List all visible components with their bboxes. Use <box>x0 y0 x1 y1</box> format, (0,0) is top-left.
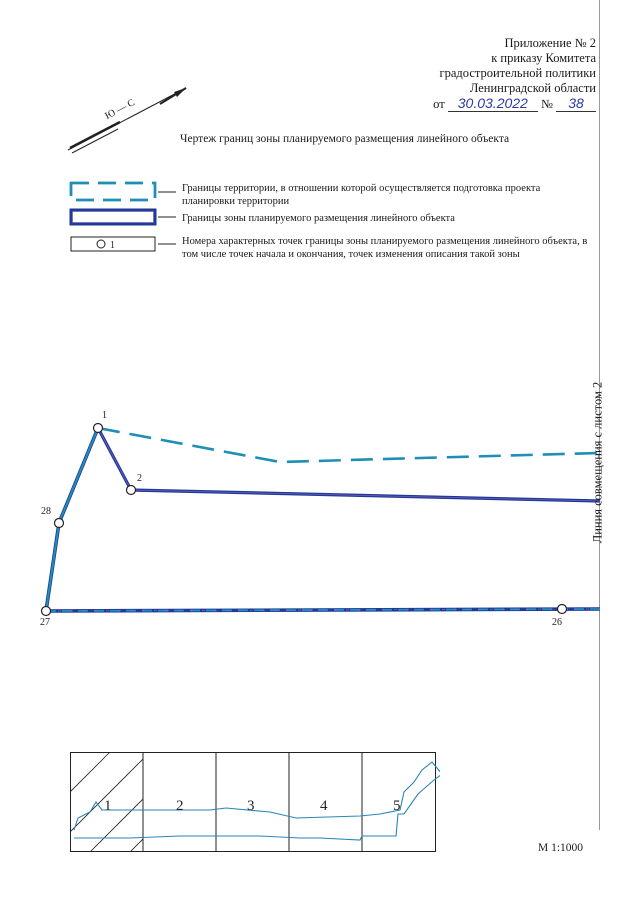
header-line-3: градостроительной политики <box>439 66 596 80</box>
zone-boundary-north <box>98 428 600 501</box>
boundary-point-26 <box>558 605 567 614</box>
compass-label: Ю — С <box>103 97 137 122</box>
point-label-1: 1 <box>102 410 107 421</box>
point-label-27: 27 <box>40 617 50 628</box>
legend-zone-text: Границы зоны планируемого размещения линейного объекта <box>182 213 455 224</box>
legend-point-circle <box>97 240 105 248</box>
point-label-2: 2 <box>137 473 142 484</box>
boundary-point-27 <box>42 607 51 616</box>
legend-points-text: Номера характерных точек границы зоны планируемого размещения линейного объекта, в том числе точек начала и окончания, точек изменения описания такой зоны <box>182 236 588 260</box>
sheet-label-2: 2 <box>176 798 184 814</box>
territory-boundary <box>98 428 600 462</box>
sheet-label-4: 4 <box>320 798 328 814</box>
boundary-point-1 <box>94 424 103 433</box>
boundary-point-2 <box>127 486 136 495</box>
header-line-2: к приказу Комитета <box>491 51 596 65</box>
sheet-label-1: 1 <box>104 798 112 814</box>
legend-point-number: 1 <box>110 240 115 251</box>
drawing-title: Чертеж границ зоны планируемого размещения линейного объекта <box>180 133 510 145</box>
point-label-28: 28 <box>41 506 51 517</box>
index-route-outline <box>74 762 440 840</box>
legend-territory-symbol <box>71 183 155 200</box>
legend-zone-symbol <box>71 210 155 224</box>
header-date-line <box>433 96 596 112</box>
document-header <box>433 36 596 112</box>
zone-boundary-west <box>46 428 98 611</box>
north-arrow-icon <box>60 82 200 157</box>
sheet-index-map <box>70 752 440 852</box>
legend-symbols <box>68 180 178 260</box>
sheet-label-3: 3 <box>247 798 255 814</box>
date-value: 30.03.2022 <box>448 96 538 112</box>
header-line-1: Приложение № 2 <box>504 36 596 50</box>
boundary-point-28 <box>55 519 64 528</box>
scale-label: М 1:1000 <box>538 842 584 854</box>
point-label-26: 26 <box>552 617 562 628</box>
sheet-label-5: 5 <box>393 798 401 814</box>
current-sheet-hatch <box>70 752 210 852</box>
date-prefix: от <box>433 97 445 111</box>
number-prefix: № <box>540 97 553 111</box>
number-value: 38 <box>556 96 596 112</box>
match-line-label: Линия совмещения с листом 2 <box>590 381 605 544</box>
boundary-map <box>0 400 640 640</box>
header-line-4: Ленинградской области <box>469 81 596 95</box>
legend-territory-text: Границы территории, в отношении которой осуществляется подготовка проекта планировки территории <box>182 183 541 207</box>
